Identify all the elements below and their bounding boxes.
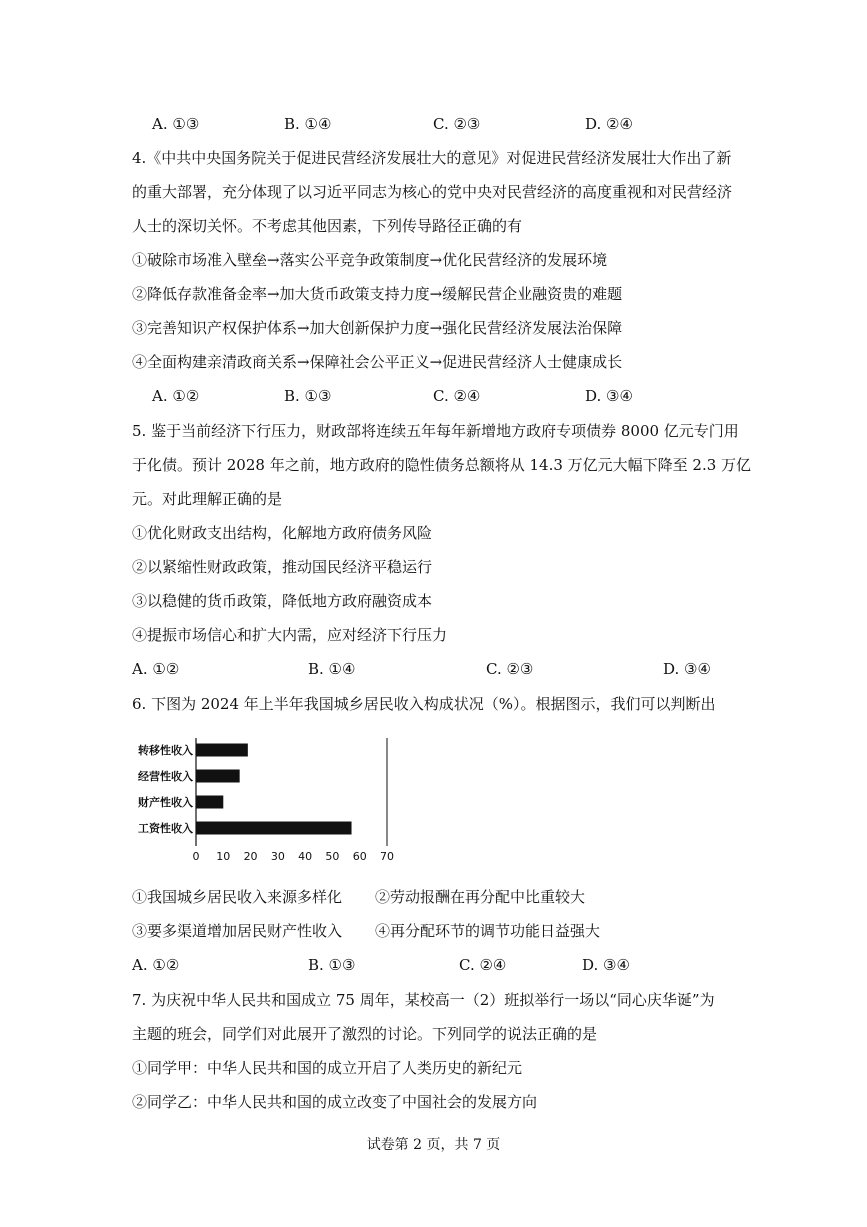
q4-stem-line-2: 的重大部署，充分体现了以习近平同志为核心的党中央对民营经济的高度重视和对民营经济 <box>132 183 733 201</box>
q7-stem-line-2: 主题的班会，同学们对此展开了激烈的讨论。下列同学的说法正确的是 <box>132 1025 598 1043</box>
q5-item-1: ①优化财政支出结构，化解地方政府债务风险 <box>132 524 433 542</box>
q4-option-b: B. ①③ <box>284 387 332 405</box>
chart-bar <box>196 744 248 757</box>
q7-item-2: ②同学乙：中华人民共和国的成立改变了中国社会的发展方向 <box>132 1093 538 1111</box>
q5-stem-line-3: 元。对此理解正确的是 <box>132 490 283 508</box>
q4-stem-line-1: 4.《中共中央国务院关于促进民营经济发展壮大的意见》对促进民营经济发展壮大作出了新 <box>132 149 732 167</box>
q5-item-3: ③以稳健的货币政策，降低地方政府融资成本 <box>132 592 433 610</box>
q5-item-4: ④提振市场信心和扩大内需，应对经济下行压力 <box>132 626 448 644</box>
chart-x-tick-label: 10 <box>216 850 231 863</box>
chart-bar <box>196 796 223 809</box>
q6-option-a: A. ①② <box>132 956 180 974</box>
q3-option-b: B. ①④ <box>284 115 332 133</box>
q3-option-d: D. ②④ <box>585 115 633 133</box>
q5-stem-line-1: 5. 鉴于当前经济下行压力，财政部将连续五年每年新增地方政府专项债券 8000 亿元专门用 <box>132 422 739 440</box>
q4-item-4: ④全面构建亲清政商关系→保障社会公平正义→促进民营经济人士健康成长 <box>132 353 623 371</box>
page-footer: 试卷第 2 页，共 7 页 <box>366 1137 501 1153</box>
q6-item-3: ③要多渠道增加居民财产性收入 <box>132 922 343 940</box>
q5-option-d: D. ③④ <box>663 660 711 678</box>
q5-option-a: A. ①② <box>132 660 180 678</box>
chart-x-tick-label: 70 <box>380 850 394 863</box>
q4-option-a: A. ①② <box>152 387 200 405</box>
q4-option-d: D. ③④ <box>585 387 633 405</box>
q4-item-2: ②降低存款准备金率→加大货币政策支持力度→缓解民营企业融资贵的难题 <box>132 285 623 303</box>
q4-item-1: ①破除市场准入壁垒→落实公平竞争政策制度→优化民营经济的发展环境 <box>132 251 608 269</box>
chart-category-label: 经营性收入 <box>138 770 193 783</box>
chart-category-label: 财产性收入 <box>138 796 193 809</box>
q6-stem: 6. 下图为 2024 年上半年我国城乡居民收入构成状况（%）。根据图示，我们可以判断出 <box>132 695 716 713</box>
chart-category-label: 工资性收入 <box>138 822 193 835</box>
q6-option-d: D. ③④ <box>582 956 630 974</box>
q5-item-2: ②以紧缩性财政政策，推动国民经济平稳运行 <box>132 558 433 576</box>
chart-x-tick-label: 30 <box>270 850 285 863</box>
q5-stem-line-2: 于化债。预计 2028 年之前，地方政府的隐性债务总额将从 14.3 万亿元大幅下降至 2.3 万亿 <box>132 456 752 474</box>
chart-x-tick-label: 40 <box>298 850 313 863</box>
chart-bar <box>196 822 352 835</box>
q4-option-c: C. ②④ <box>433 387 481 405</box>
q3-option-a: A. ①③ <box>152 115 200 133</box>
q4-stem-line-3: 人士的深切关怀。不考虑其他因素，下列传导路径正确的有 <box>132 217 523 235</box>
q6-option-b: B. ①③ <box>308 956 356 974</box>
q5-option-b: B. ①④ <box>308 660 356 678</box>
chart-bar <box>196 770 240 783</box>
q6-item-2: ②劳动报酬在再分配中比重较大 <box>375 888 586 906</box>
q7-item-1: ①同学甲：中华人民共和国的成立开启了人类历史的新纪元 <box>132 1059 523 1077</box>
q6-item-1: ①我国城乡居民收入来源多样化 <box>132 888 343 906</box>
q6-item-4: ④再分配环节的调节功能日益强大 <box>375 922 601 940</box>
income-bar-chart <box>132 730 402 868</box>
q5-option-c: C. ②③ <box>486 660 534 678</box>
q7-stem-line-1: 7. 为庆祝中华人民共和国成立 75 周年，某校高一（2）班拟举行一场以“同心庆华诞”为 <box>132 991 715 1009</box>
q6-option-c: C. ②④ <box>459 956 507 974</box>
chart-x-tick-label: 60 <box>352 850 367 863</box>
q4-item-3: ③完善知识产权保护体系→加大创新保护力度→强化民营经济发展法治保障 <box>132 319 623 337</box>
chart-x-tick-label: 50 <box>325 850 340 863</box>
chart-x-tick-label: 20 <box>243 850 258 863</box>
chart-category-label: 转移性收入 <box>138 744 193 757</box>
chart-x-tick-label: 0 <box>192 850 200 863</box>
q3-option-c: C. ②③ <box>433 115 481 133</box>
